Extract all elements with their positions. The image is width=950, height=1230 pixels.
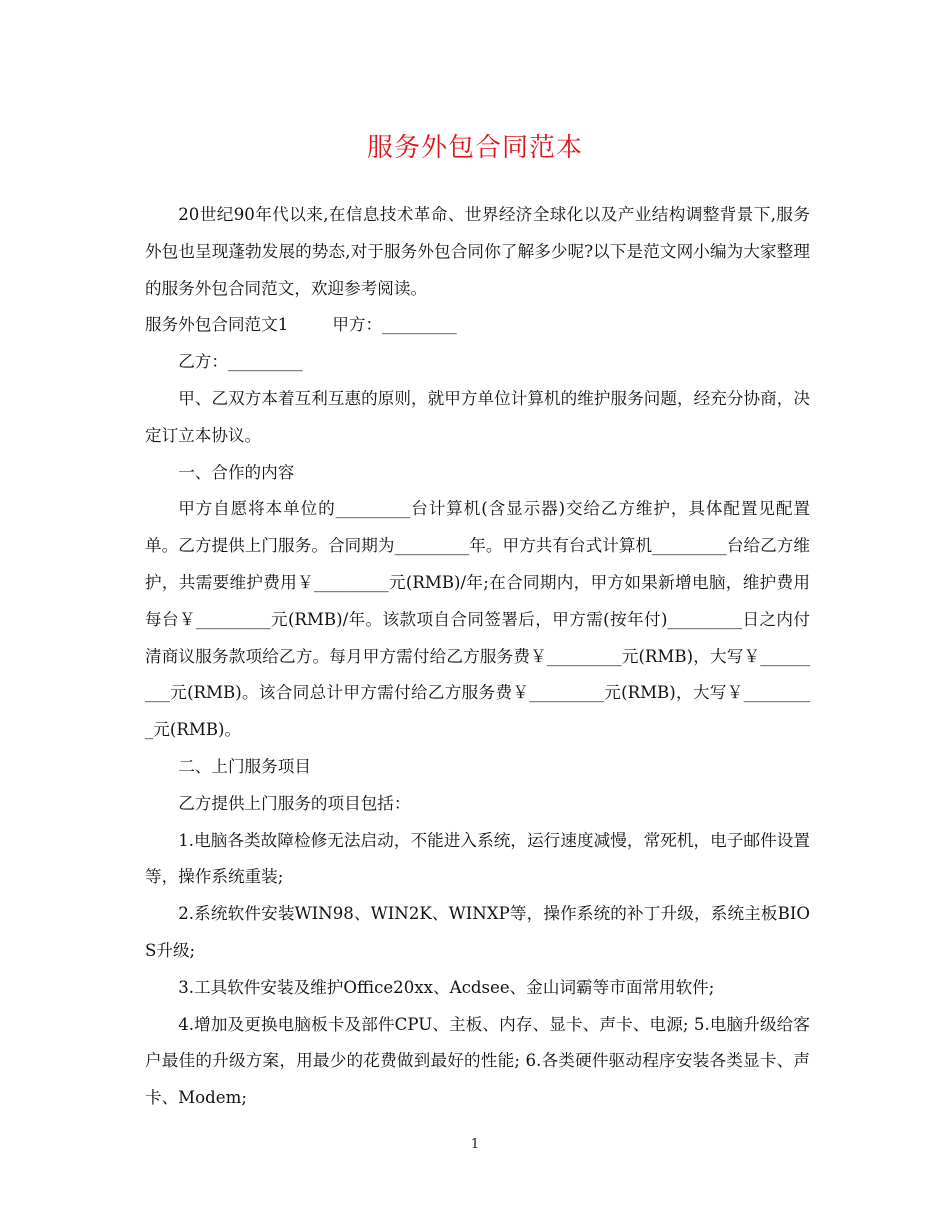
section1-paragraph: 甲方自愿将本单位的_________台计算机(含显示器)交给乙方维护，具体配置见配置单。乙方提供上门服务。合同期为_________年。甲方共有台式计算机_________台给乙方维护，共需要维护费用￥_________元(RMB)/年;在合同期内，甲方如果新增电脑，维护费用每台￥_________元(RMB)/年。该款项自合同签署后，甲方需(按年付)_________日之内付清商议服务款项给乙方。每月甲方需付给乙方服务费￥_________元(RMB)，大写￥_________元(RMB)。该合同总计甲方需付给乙方服务费￥_________元(RMB)，大写￥_________元(RMB)。 — [145, 499, 810, 740]
sample-line — [145, 307, 810, 344]
intro-paragraph: 20世纪90年代以来,在信息技术革命、世界经济全球化以及产业结构调整背景下,服务外包也呈现蓬勃发展的势态,对于服务外包合同你了解多少呢?以下是范文网小编为大家整理的服务外包合同范文，欢迎参考阅读。 — [145, 205, 810, 298]
sample-label: 服务外包合同范文1 — [145, 315, 289, 335]
service-item: 3.工具软件安装及维护Office20xx、Acdsee、金山词霸等市面常用软件; — [178, 977, 715, 997]
service-item: 1.电脑各类故障检修无法启动，不能进入系统，运行速度减慢，常死机，电子邮件设置等，操作系统重装; — [145, 830, 810, 887]
page-number: 1 — [470, 1137, 480, 1152]
document-body — [145, 197, 810, 1117]
party-b-line: 乙方：_________ — [178, 352, 303, 372]
document-title: 服务外包合同范本 — [366, 133, 583, 163]
service-item: 4.增加及更换电脑板卡及部件CPU、主板、内存、显卡、声卡、电源; 5.电脑升级给客户最佳的升级方案，用最少的花费做到最好的性能; 6.各类硬件驱动程序安装各类显卡、声卡、Modem; — [145, 1014, 810, 1108]
preamble-paragraph: 甲、乙双方本着互利互惠的原则，就甲方单位计算机的维护服务问题，经充分协商，决定订立本协议。 — [145, 388, 810, 445]
party-a-line: 甲方：_________ — [332, 315, 457, 335]
section2-heading: 二、上门服务项目 — [178, 756, 311, 776]
section2-intro: 乙方提供上门服务的项目包括： — [178, 793, 411, 813]
section1-heading: 一、合作的内容 — [178, 462, 295, 482]
service-item: 2.系统软件安装WIN98、WIN2K、WINXP等，操作系统的补丁升级，系统主板BIOS升级; — [145, 904, 810, 960]
